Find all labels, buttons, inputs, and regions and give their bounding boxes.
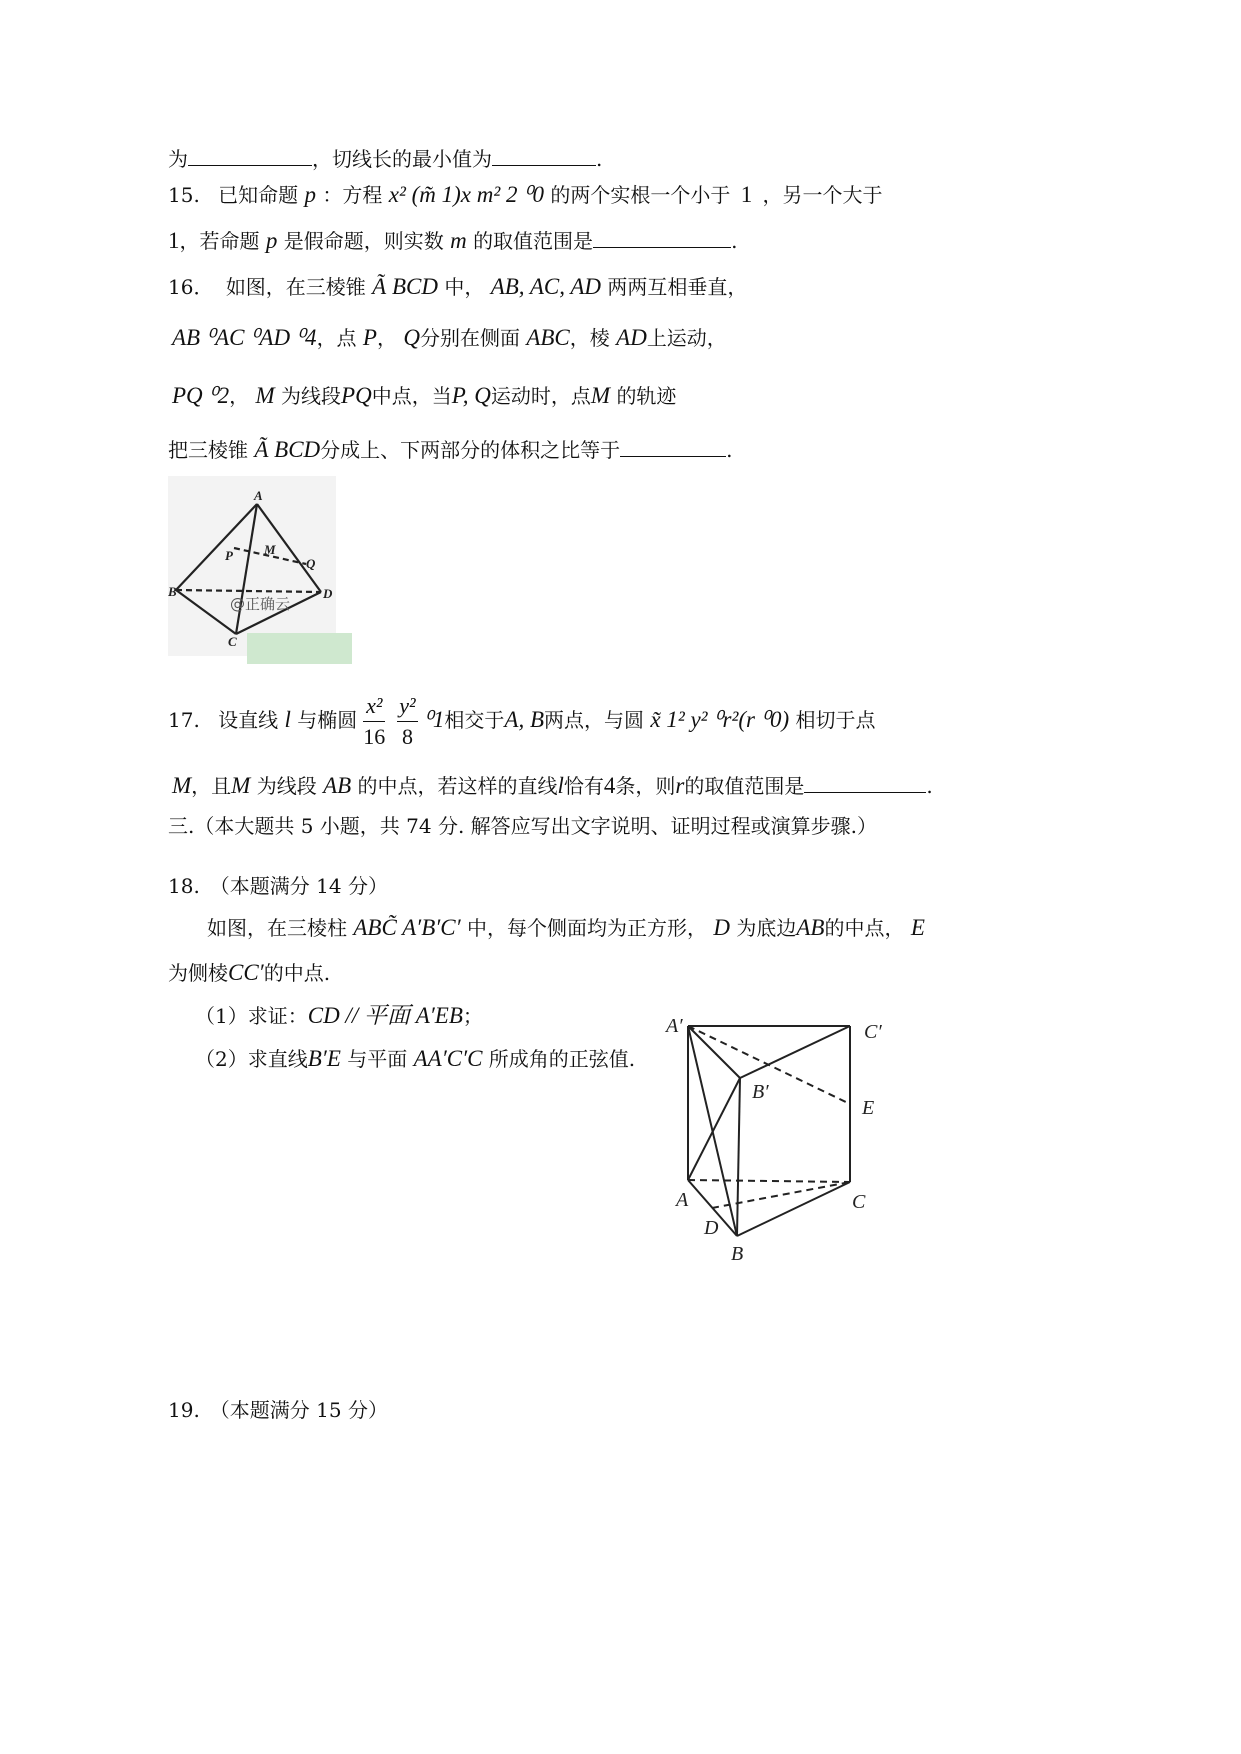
text: 中，每个侧面均为正方形， [467,916,708,940]
text: 的中点， [824,916,905,940]
text: 设直线 [218,708,279,732]
section-3-header [168,813,877,839]
text: 上运动， [646,326,727,350]
q16-line2 [172,325,727,351]
math: AA′C′C [413,1046,483,1071]
math: PQ [341,383,372,408]
math: l [557,773,564,798]
math: P [362,325,377,350]
label-P: P [225,548,233,563]
math: M [231,773,251,798]
question-header: 18. （本题满分 14 分） [168,874,388,898]
math: ⁰1 [423,707,445,732]
math: ABC̃ A′B′C′ [353,915,461,940]
watermark: @正确云 [230,595,291,613]
question-number: 16． [168,275,214,299]
text: . [926,774,933,798]
text: 中， [444,275,485,299]
q18-part2 [195,1046,635,1072]
math: 4 [603,773,616,798]
prism-diagram [660,1012,900,1274]
tetrahedron-figure [168,476,354,666]
text: ，切线长的最小值为 [312,147,492,171]
math: ABC [526,325,570,350]
math: M [590,383,611,408]
q17-line2 [172,772,933,799]
text: （2）求直线 [195,1047,308,1071]
math: A, B [504,707,544,732]
text: ，棱 [569,326,610,350]
label-A: A [254,488,263,503]
text: ，且 [191,774,232,798]
q18-line2 [168,960,330,986]
denominator: 8 [401,724,413,749]
text: ， [229,384,250,408]
text: 相切于点 [795,708,876,732]
text: （1）求证： [195,1004,308,1028]
question-number: 15. [168,183,200,207]
green-highlight [247,633,352,664]
text: 已知命题 [218,183,299,207]
text: 的中点，若这样的直线 [357,774,558,798]
text: 分别在侧面 [419,326,520,350]
text: 与椭圆 [297,708,358,732]
math: AD [616,325,647,350]
math: CC′ [228,960,264,985]
text: ，另一个大于 [762,183,883,207]
math-equation: x̃ 1² y² ⁰r²(r ⁰0) [650,707,790,732]
segment-AB1 [688,1078,740,1180]
text: ， [376,326,397,350]
section-title: 三.（本大题共 5 小题，共 74 分. 解答应写出文字说明、证明过程或演算步骤.） [168,814,878,838]
text: . [596,147,603,171]
math: AB, AC, AD [490,274,602,299]
edge-BB1 [737,1078,740,1236]
math: B′E [307,1046,341,1071]
q16-line4 [168,436,733,463]
text: 为线段 [256,774,317,798]
label-C: C [852,1191,866,1213]
line-14-tail [168,145,602,172]
text: . [726,438,733,462]
denominator: 16 [363,724,386,749]
text: 的轨迹 [616,384,677,408]
label-E: E [862,1097,875,1119]
q16-line3 [172,383,676,409]
answer-blank [593,227,731,248]
math: p [265,228,278,253]
text: ，若命题 [179,229,260,253]
label-B: B [168,584,177,599]
question-number: 17. [168,708,200,732]
math: M [255,383,275,408]
text: 两点，与圆 [544,708,644,732]
label-D: D [704,1217,719,1239]
text: ； [462,1004,483,1028]
text: ，点 [316,326,357,350]
edge-AC-hidden [688,1180,850,1182]
text: 分成上、下两部分的体积之比等于 [320,438,621,462]
math: E [910,915,925,940]
math: CD // 平面 A′EB [307,1003,463,1028]
q17-line1 [168,690,875,754]
answer-blank [804,772,926,793]
math: Ã BCD [254,437,321,462]
math: r [675,773,685,798]
question-header: 19. （本题满分 15 分） [168,1398,388,1422]
label-C-prime: C′ [864,1021,882,1043]
text: 所成角的正弦值. [488,1047,636,1071]
answer-blank [188,145,312,166]
prism-figure [660,1012,900,1274]
math: D [713,915,731,940]
text: 为线段 [281,384,342,408]
fraction-x2-16 [363,691,385,752]
math-equation: x² (m̃ 1)x m² 2 ⁰0 [388,182,544,207]
text: ：方程 [322,183,383,207]
math: AB [796,915,825,940]
q16-line1 [168,274,747,300]
tetrahedron-diagram [168,476,354,666]
math: P, Q [451,383,491,408]
text: 的两个实根一个小于 [550,183,731,207]
numerator: y² [397,691,417,722]
label-Q: Q [306,556,316,571]
text: 的取值范围是 [684,774,805,798]
label-A-prime: A′ [666,1015,683,1037]
text: 如图，在三棱锥 [225,275,366,299]
math: PQ ⁰2 [172,383,230,408]
math: l [284,707,291,732]
answer-blank [492,145,596,166]
math: M [172,773,192,798]
text: 恰有 [563,774,604,798]
text: 运动时，点 [490,384,591,408]
edge-B1C1 [740,1026,850,1078]
text: 相交于 [444,708,505,732]
answer-blank [620,436,726,457]
text: . [731,229,738,253]
text: 把三棱锥 [168,438,248,462]
text: 为底边 [736,916,797,940]
math: 1 [740,182,753,207]
label-B: B [731,1243,744,1265]
text: 中点，当 [371,384,452,408]
text: 为 [168,147,188,171]
text: 的取值范围是 [473,229,594,253]
math: AB ⁰AC ⁰AD ⁰4 [172,325,317,350]
label-B-prime: B′ [752,1081,769,1103]
fraction-y2-8 [397,691,417,752]
math: Q [403,325,420,350]
text: 条，则 [615,774,676,798]
segment-CD-hidden [712,1182,850,1208]
math: m [450,228,467,253]
math: AB [323,773,352,798]
q15-line1 [168,182,883,208]
q15-line2 [168,227,737,254]
q19-header [168,1397,388,1423]
edge-BC [737,1182,850,1236]
q18-header [168,873,388,899]
label-M: M [264,542,276,557]
math: p [304,182,317,207]
math: Ã BCD [372,274,438,299]
label-A: A [676,1189,689,1211]
q18-part1 [195,1003,483,1029]
text: 如图，在三棱柱 [207,916,347,940]
label-C: C [228,634,237,649]
edge-A1B1 [688,1026,740,1078]
math: 1 [168,228,180,253]
text: 为侧棱 [168,961,228,985]
numerator: x² [363,691,385,722]
text: 是假命题，则实数 [283,229,444,253]
text: 与平面 [347,1047,408,1071]
text: 两两互相垂直， [607,275,748,299]
label-D: D [323,586,333,601]
q18-line1 [207,915,925,941]
text: 的中点. [263,961,331,985]
